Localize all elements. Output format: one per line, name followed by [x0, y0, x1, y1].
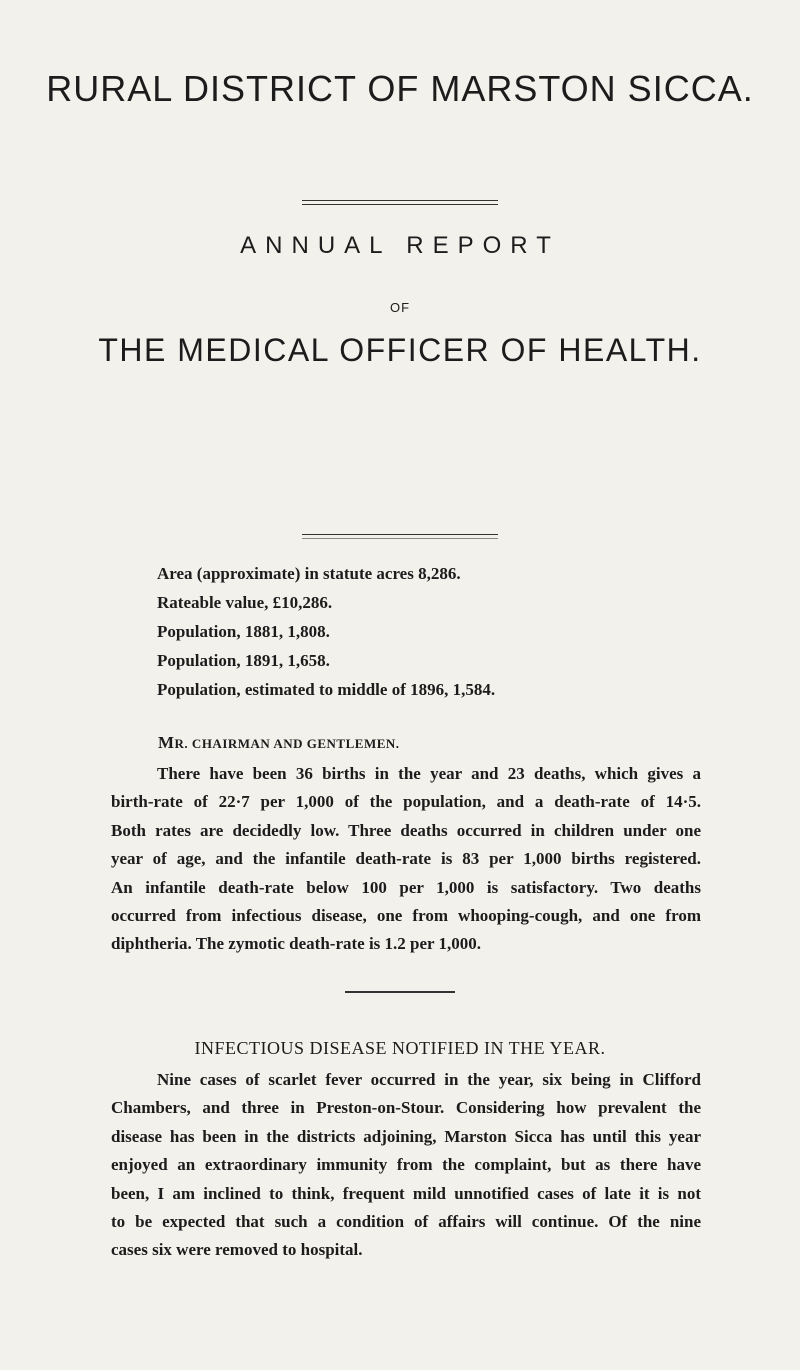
- rule-below-title-faint: [302, 538, 498, 539]
- paragraph-line: year of age, and the infantile death-rate is 83 per 1,000 births registered.: [111, 849, 701, 869]
- rule-below-title: [302, 534, 498, 535]
- double-rule-top: [302, 200, 498, 205]
- section-divider: [345, 991, 455, 993]
- statistics-block: [157, 559, 495, 704]
- medical-officer-title: THE MEDICAL OFFICER OF HEALTH.: [98, 332, 702, 368]
- salutation-text: R. CHAIRMAN AND GENTLEMEN.: [174, 736, 400, 751]
- district-title: RURAL DISTRICT OF MARSTON SICCA.: [46, 68, 754, 109]
- paragraph-line: disease has been in the districts adjoining, Marston Sicca has until this year: [111, 1126, 701, 1146]
- paragraph-line: occurred from infectious disease, one from whooping-cough, and one from: [111, 906, 701, 926]
- paragraph-line: An infantile death-rate below 100 per 1,000 is satisfactory. Two deaths: [111, 877, 701, 897]
- paragraph-births-deaths: [111, 760, 701, 959]
- paragraph-line: Chambers, and three in Preston-on-Stour. Considering how prevalent the: [111, 1098, 701, 1118]
- stat-rateable-value: Rateable value, £10,286.: [157, 593, 333, 612]
- of-label: OF: [389, 300, 411, 315]
- stat-area: Area (approximate) in statute acres 8,286.: [157, 564, 461, 583]
- paragraph-line: There have been 36 births in the year and 23 deaths, which gives a: [157, 764, 701, 783]
- paragraph-line: Both rates are decidedly low. Three deaths occurred in children under one: [111, 820, 701, 840]
- salutation: [158, 733, 400, 753]
- stat-population-1881: Population, 1881, 1,808.: [157, 622, 330, 641]
- stat-population-1891: Population, 1891, 1,658.: [157, 651, 330, 670]
- paragraph-line: birth-rate of 22·7 per 1,000 of the population, and a death-rate of 14·5.: [111, 792, 701, 812]
- paragraph-line: been, I am inclined to think, frequent mild unnotified cases of late it is not: [111, 1183, 701, 1203]
- paragraph-scarlet-fever: [111, 1066, 701, 1265]
- stat-population-estimated: Population, estimated to middle of 1896, 1,584.: [157, 680, 496, 699]
- section-heading-infectious-disease: INFECTIOUS DISEASE NOTIFIED IN THE YEAR.: [194, 1038, 606, 1058]
- paragraph-line: diphtheria. The zymotic death-rate is 1.2 per 1,000.: [111, 934, 482, 954]
- paragraph-line: to be expected that such a condition of affairs will continue. Of the nine: [111, 1212, 701, 1232]
- paragraph-line: cases six were removed to hospital.: [111, 1240, 363, 1260]
- paragraph-line: Nine cases of scarlet fever occurred in the year, six being in Clifford: [157, 1070, 701, 1089]
- annual-report-title: ANNUAL REPORT: [240, 232, 560, 259]
- paragraph-line: enjoyed an extraordinary immunity from the complaint, but as there have: [111, 1155, 701, 1175]
- salutation-initial: M: [158, 733, 175, 752]
